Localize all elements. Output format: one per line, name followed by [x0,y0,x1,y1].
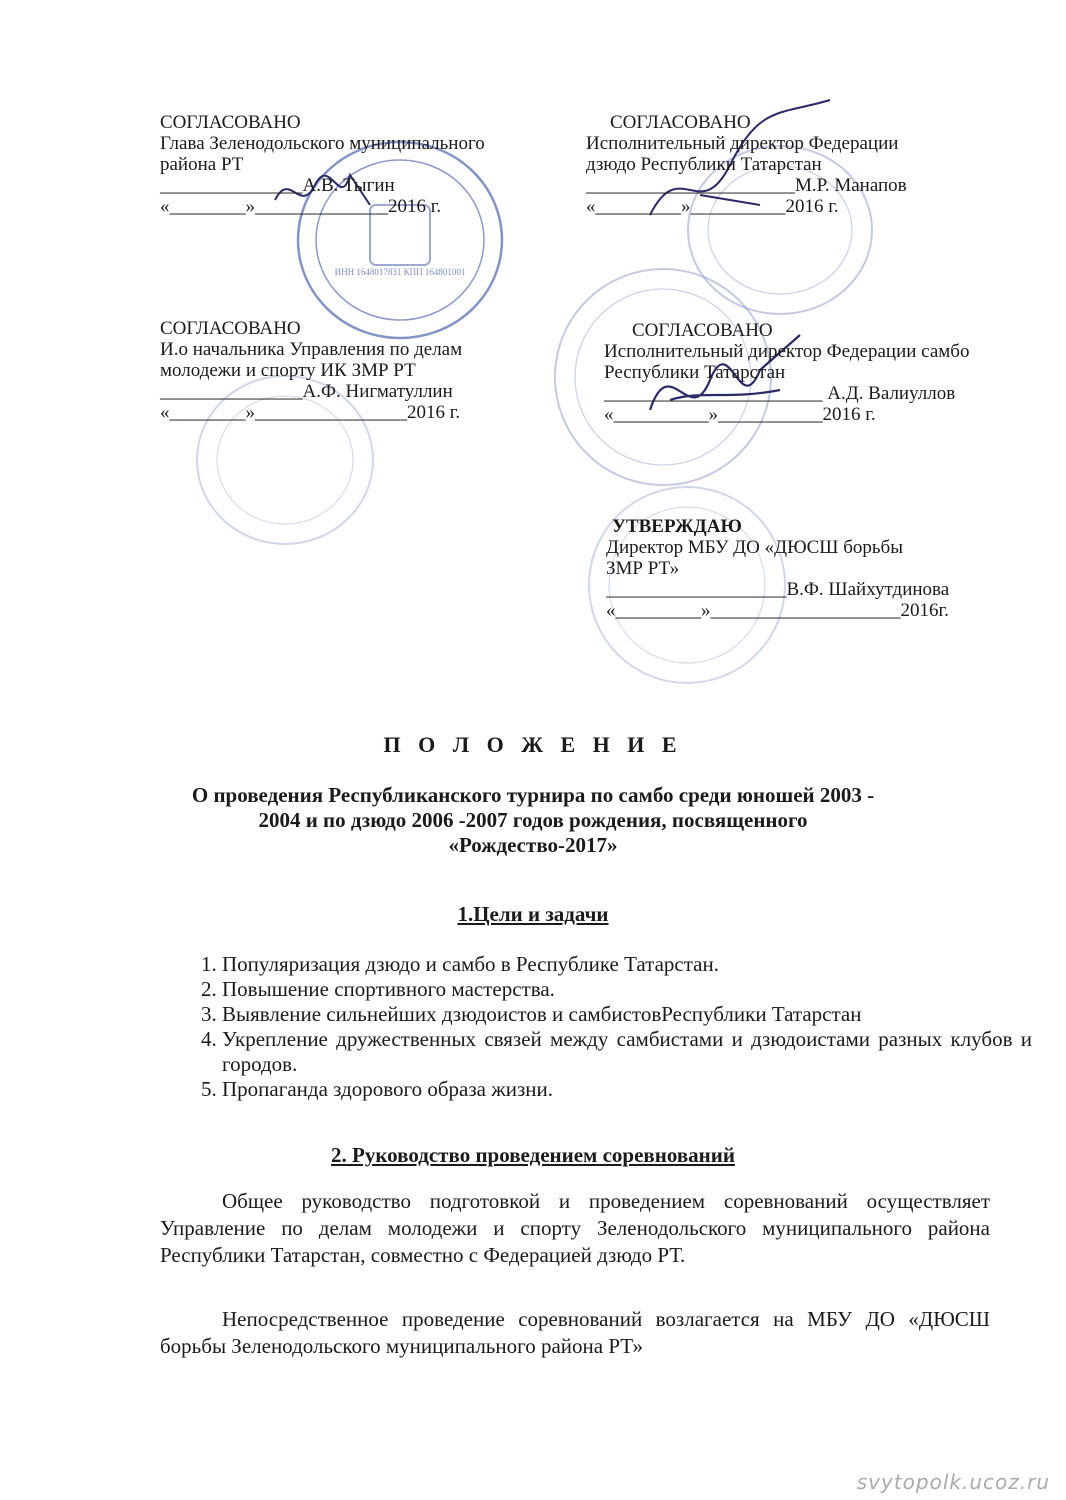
subtitle-line: О проведения Республиканского турнира по самбо среди юношей 2003 - [191,783,875,807]
approval-line: молодежи и спорту ИК ЗМР РТ [160,360,416,381]
approve-line: Директор МБУ ДО «ДЮСШ борьбы [606,537,903,558]
approval-block-director [606,516,949,621]
approval-date-line: «_________»__________2016 г. [586,196,839,217]
approval-signature-line: ______________________М.Р. Манапов [586,175,907,196]
approve-signature-line: ___________________В.Ф. Шайхутдинова [606,579,950,600]
document-subtitle [0,783,1066,858]
approval-signature-line: _______________А.Ф. Нигматуллин [160,381,453,402]
approval-line: И.о начальника Управления по делам [160,339,463,360]
stamp-inn-text: ИНН 1648017831 КПП 164801001 [334,267,466,277]
list-item: 1. Популяризация дзюдо и самбо в Республике Татарстан. [222,952,1032,977]
approval-line: Исполнительный директор Федерации [586,133,899,154]
goals-list [182,952,1032,1102]
section-1-heading: 1.Цели и задачи [457,902,609,926]
approval-heading: СОГЛАСОВАНО [160,318,301,339]
list-item: 5. Пропаганда здорового образа жизни. [222,1077,1032,1102]
approve-line: ЗМР РТ» [606,558,680,579]
subtitle-line: «Рождество-2017» [448,833,618,857]
approval-date-line: «__________»___________2016 г. [604,404,876,425]
approval-line: Глава Зеленодольского муниципального [160,133,485,154]
approval-date-line: «________»______________2016 г. [160,196,442,217]
approval-date-line: «________»________________2016 г. [160,402,461,423]
approval-signature-line: _______________А.В. Тыгин [160,175,395,196]
document-title: П О Л О Ж Е Н И Е [383,732,683,757]
watermark: svytopolk.ucoz.ru [856,1470,1050,1494]
approve-date-line: «_________»____________________2016г. [606,600,949,621]
list-item: 3. Выявление сильнейших дзюдоистов и самбистовРеспублики Татарстан [222,1002,1032,1027]
list-item: 4. Укрепление дружественных связей между самбистами и дзюдоистами разных клубов и городов. [222,1027,1032,1077]
approval-heading: СОГЛАСОВАНО [160,112,301,133]
paragraph: Общее руководство подготовкой и проведением соревнований осуществляет Управление по делам молодежи и спорту Зеленодольского муниципального района Республики Татарстан, совместно с Федерацией дзюдо РТ. [160,1189,990,1267]
approval-block-sambo-federation [604,320,969,425]
approval-line: района РТ [160,154,244,175]
approve-heading: УТВЕРЖДАЮ [612,516,742,537]
section-2-heading: 2. Руководство проведением соревнований [331,1143,735,1167]
list-item: 2. Повышение спортивного мастерства. [222,977,1032,1002]
approval-block-youth-sports-department [160,318,462,423]
approval-heading: СОГЛАСОВАНО [610,112,751,133]
subtitle-line: 2004 и по дзюдо 2006 -2007 годов рождения, посвященного [258,808,808,832]
paragraph: Непосредственное проведение соревнований возлагается на МБУ ДО «ДЮСШ борьбы Зеленодольского муниципального района РТ» [160,1307,990,1358]
approval-block-judo-federation [586,112,907,217]
approval-line: дзюдо Республики Татарстан [586,154,822,175]
approval-line: Исполнительный директор Федерации самбо [604,341,970,362]
approval-heading: СОГЛАСОВАНО [632,320,773,341]
approval-line: Республики Татарстан [604,362,786,383]
approval-signature-line: _______________________ А.Д. Валиуллов [604,383,956,404]
approval-block-head-of-district [160,112,485,217]
